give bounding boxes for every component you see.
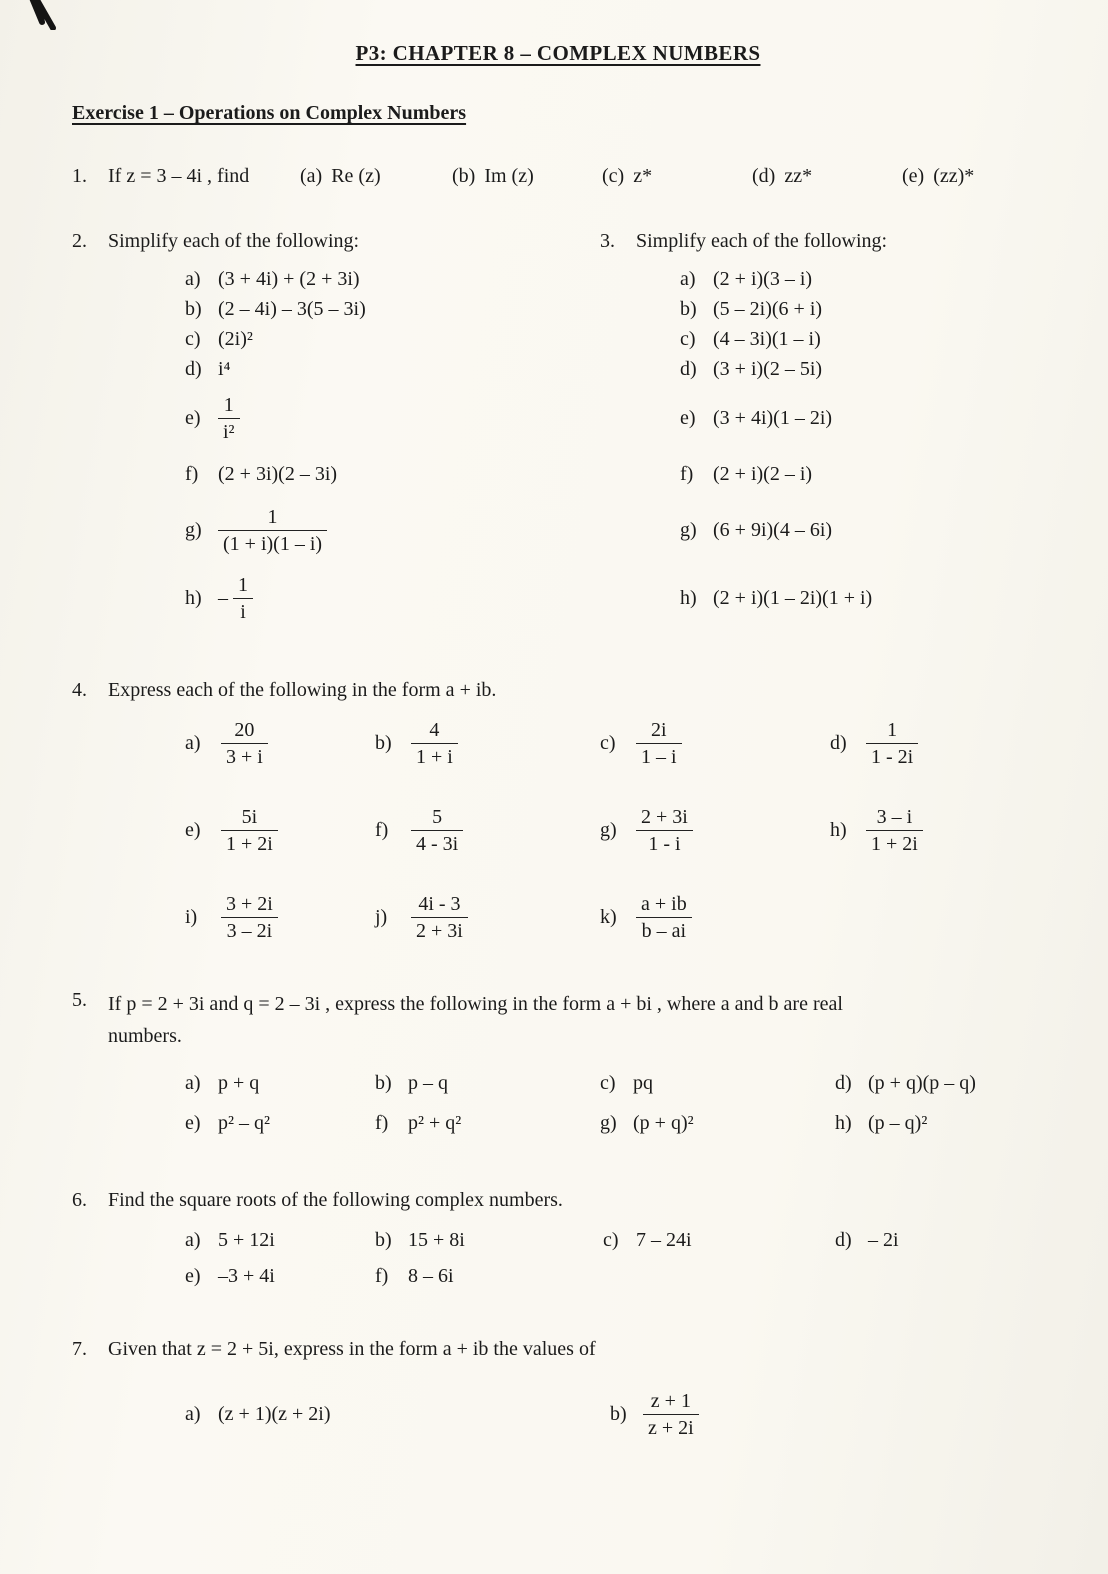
fraction — [866, 719, 918, 768]
item-expression: (p + q)(p – q) — [868, 1071, 976, 1094]
question-1 — [72, 164, 1044, 189]
item-expression: –3 + 4i — [218, 1264, 275, 1287]
q5-item — [375, 1108, 600, 1138]
fraction-numerator: 5 — [411, 806, 463, 831]
question-4-items — [72, 719, 1044, 942]
item-expression: p – q — [408, 1071, 448, 1094]
item-expression: p + q — [218, 1071, 260, 1094]
item-expression: 7 – 24i — [636, 1228, 692, 1251]
item-label: a) — [680, 267, 696, 290]
item-label: d) — [830, 732, 847, 754]
item-expression: – 2i — [868, 1228, 899, 1251]
q6-item — [185, 1261, 375, 1291]
q2-item — [72, 354, 600, 384]
fraction-item — [600, 719, 830, 768]
fraction-denominator: 4 - 3i — [416, 833, 459, 855]
item-label: d) — [185, 357, 202, 380]
fraction-numerator: 4 — [411, 719, 458, 744]
question-2-stem — [72, 229, 600, 254]
q7-item — [185, 1399, 610, 1429]
question-part — [752, 164, 902, 189]
question-7-items — [72, 1380, 1044, 1448]
q2-item — [72, 264, 600, 294]
item-expression: (4 – 3i)(1 – i) — [713, 327, 821, 350]
exercise-heading: Exercise 1 – Operations on Complex Numbers — [72, 102, 467, 124]
question-7-stem — [72, 1337, 1044, 1362]
q5-item — [600, 1068, 835, 1098]
item-label: f) — [185, 462, 199, 485]
fraction-numerator: a + ib — [636, 893, 692, 918]
part-expression: (zz)* — [933, 165, 975, 187]
item-expression: (z + 1)(z + 2i) — [218, 1402, 331, 1425]
fraction-numerator: 4i - 3 — [411, 893, 468, 918]
question-6-items — [72, 1225, 1044, 1291]
item-label: e) — [680, 406, 696, 429]
fraction-numerator: 20 — [221, 719, 268, 744]
item-label: a) — [185, 732, 201, 754]
part-label: (d) — [752, 165, 776, 187]
part-label: (a) — [300, 165, 323, 187]
question-part — [902, 164, 1044, 189]
question-4-stem — [72, 678, 1044, 703]
fraction — [411, 806, 463, 855]
question-number: 4. — [72, 679, 87, 701]
question-5-items — [72, 1068, 1044, 1138]
q5-item — [185, 1108, 375, 1138]
q5-item — [835, 1068, 1044, 1098]
fraction-numerator: z + 1 — [643, 1390, 699, 1415]
question-number: 2. — [72, 230, 87, 252]
item-expression: p² + q² — [408, 1111, 462, 1134]
fraction-numerator: 1 — [233, 574, 253, 599]
part-label: (b) — [452, 165, 476, 187]
q3-item — [600, 324, 1044, 354]
fraction-item — [830, 719, 1044, 768]
item-expression: (2i)² — [218, 327, 253, 350]
fraction-denominator: 1 - 2i — [871, 746, 914, 768]
fraction-denominator: 2 + 3i — [416, 920, 463, 942]
fraction — [221, 719, 268, 768]
question-stem: Express each of the following in the form a + ib. — [108, 679, 497, 701]
item-label: g) — [680, 518, 697, 541]
q2-item — [72, 564, 600, 632]
q7-item — [610, 1380, 1044, 1448]
item-label: e) — [185, 406, 201, 429]
fraction — [866, 806, 923, 855]
question-number: 3. — [600, 230, 615, 252]
question-6 — [72, 1188, 1044, 1291]
fraction — [636, 893, 692, 942]
fraction-denominator: 1 - i — [648, 833, 681, 855]
item-label: i) — [185, 906, 198, 928]
fraction-denominator: 3 + i — [226, 746, 263, 768]
q2-item — [72, 384, 600, 452]
q2-item — [72, 324, 600, 354]
item-label: k) — [600, 906, 617, 928]
item-label: h) — [680, 586, 697, 609]
item-label: d) — [835, 1228, 852, 1251]
stem-line: numbers. — [108, 1025, 182, 1047]
q3-item — [600, 354, 1044, 384]
fraction-denominator: 1 + 2i — [226, 833, 273, 855]
fraction-numerator: 5i — [221, 806, 278, 831]
q6-item — [185, 1225, 375, 1255]
fraction-denominator: b – ai — [641, 920, 687, 942]
fraction-item — [185, 719, 375, 768]
fraction — [636, 719, 682, 768]
question-number: 5. — [72, 989, 87, 1011]
item-expression: (3 + i)(2 – 5i) — [713, 357, 823, 380]
question-6-stem — [72, 1188, 1044, 1213]
item-expression: (2 + 3i)(2 – 3i) — [218, 462, 338, 485]
fraction-item — [375, 719, 600, 768]
item-label: d) — [835, 1071, 852, 1094]
fraction-item — [830, 806, 1044, 855]
questions-2-3 — [72, 229, 1044, 632]
q3-item — [600, 294, 1044, 324]
item-expression: (3 + 4i) + (2 + 3i) — [218, 267, 360, 290]
q5-item — [185, 1068, 375, 1098]
fraction — [221, 806, 278, 855]
item-label: c) — [600, 1071, 616, 1094]
part-label: (e) — [902, 165, 925, 187]
question-number: 1. — [72, 165, 87, 187]
item-expression: (5 – 2i)(6 + i) — [713, 297, 823, 320]
question-3-stem — [600, 229, 1044, 254]
item-label: h) — [185, 586, 202, 609]
item-expression: (3 + 4i)(1 – 2i) — [713, 406, 833, 429]
part-expression: Re (z) — [331, 165, 381, 187]
question-number: 6. — [72, 1189, 87, 1211]
item-label: h) — [835, 1111, 852, 1134]
q6-item — [603, 1225, 835, 1255]
fraction — [411, 893, 468, 942]
fraction-denominator: 3 – 2i — [226, 920, 273, 942]
question-stem: Simplify each of the following: — [108, 230, 360, 252]
fraction-denominator: 1 + 2i — [871, 833, 918, 855]
item-expression: p² – q² — [218, 1111, 270, 1134]
item-expression: (p – q)² — [868, 1111, 928, 1134]
question-5-stem — [72, 988, 1044, 1052]
item-expression: (p + q)² — [633, 1111, 694, 1134]
q5-item — [600, 1108, 835, 1138]
item-expression: (2 + i)(3 – i) — [713, 267, 813, 290]
question-part — [602, 164, 752, 189]
item-label: d) — [680, 357, 697, 380]
fraction — [411, 719, 458, 768]
fraction — [218, 506, 327, 555]
item-label: a) — [185, 1402, 201, 1425]
fraction — [233, 574, 253, 623]
item-label: f) — [375, 819, 389, 841]
item-label: b) — [610, 1402, 627, 1425]
item-label: f) — [375, 1111, 389, 1134]
q6-item — [835, 1225, 1044, 1255]
fraction-denominator: i² — [223, 420, 235, 443]
ink-mark — [20, 0, 64, 30]
item-label: c) — [603, 1228, 619, 1251]
item-label: e) — [185, 1111, 201, 1134]
fraction-numerator: 3 – i — [866, 806, 923, 831]
item-label: j) — [375, 906, 388, 928]
q5-item — [835, 1108, 1044, 1138]
item-expression: 8 – 6i — [408, 1264, 454, 1287]
q5-item — [375, 1068, 600, 1098]
part-label: (c) — [602, 165, 625, 187]
fraction — [643, 1390, 699, 1439]
fraction-item — [600, 806, 830, 855]
item-label: g) — [600, 819, 617, 841]
item-label: e) — [185, 1264, 201, 1287]
q3-item — [600, 564, 1044, 632]
question-stem: Find the square roots of the following complex numbers. — [108, 1189, 563, 1211]
q3-item — [600, 452, 1044, 496]
item-label: f) — [680, 462, 694, 485]
page-title: P3: CHAPTER 8 – COMPLEX NUMBERS — [355, 41, 761, 65]
exercise-heading-row — [72, 101, 1044, 126]
item-label: c) — [185, 327, 201, 350]
fraction-item — [185, 806, 375, 855]
item-label: e) — [185, 819, 201, 841]
header — [72, 40, 1044, 67]
item-expression: 5 + 12i — [218, 1228, 275, 1251]
item-expression: (6 + 9i)(4 – 6i) — [713, 518, 833, 541]
fraction-item — [185, 893, 375, 942]
item-label: h) — [830, 819, 847, 841]
item-label: f) — [375, 1264, 389, 1287]
q3-item — [600, 496, 1044, 564]
item-label: b) — [375, 732, 392, 754]
q3-item — [600, 264, 1044, 294]
fraction-numerator: 3 + 2i — [221, 893, 278, 918]
q6-item — [375, 1261, 603, 1291]
item-expression: 15 + 8i — [408, 1228, 465, 1251]
stem-line: If p = 2 + 3i and q = 2 – 3i , express the following in the form a + bi , where a and b are real — [108, 993, 843, 1015]
question-4 — [72, 678, 1044, 942]
fraction — [636, 806, 693, 855]
part-expression: z* — [633, 165, 653, 187]
item-label: b) — [375, 1228, 392, 1251]
item-label: g) — [600, 1111, 617, 1134]
fraction-numerator: 1 — [866, 719, 918, 744]
item-expression: (2 – 4i) – 3(5 – 3i) — [218, 297, 366, 320]
question-stem: Given that z = 2 + 5i, express in the form a + ib the values of — [108, 1338, 596, 1360]
fraction-denominator: z + 2i — [648, 1416, 694, 1439]
question-7 — [72, 1337, 1044, 1448]
fraction — [218, 394, 240, 443]
item-label: c) — [600, 732, 616, 754]
fraction-item — [375, 893, 600, 942]
question-5 — [72, 988, 1044, 1138]
question-part — [452, 164, 602, 189]
item-expression: (2 + i)(1 – 2i)(1 + i) — [713, 586, 873, 609]
fraction-numerator: 1 — [218, 394, 240, 419]
fraction-numerator: 2i — [636, 719, 682, 744]
fraction-denominator: 1 – i — [641, 746, 677, 768]
item-expression: (2 + i)(2 – i) — [713, 462, 813, 485]
item-label: a) — [185, 267, 201, 290]
fraction-denominator: (1 + i)(1 – i) — [223, 532, 323, 555]
minus-sign: – — [218, 586, 228, 609]
item-label: a) — [185, 1071, 201, 1094]
fraction-denominator: i — [240, 600, 246, 623]
item-label: c) — [680, 327, 696, 350]
fraction-item — [375, 806, 600, 855]
fraction-numerator: 1 — [218, 506, 327, 531]
fraction — [221, 893, 278, 942]
q3-item — [600, 384, 1044, 452]
question-part — [300, 164, 452, 189]
item-label: a) — [185, 1228, 201, 1251]
item-label: b) — [680, 297, 697, 320]
item-label: b) — [185, 297, 202, 320]
question-number: 7. — [72, 1338, 87, 1360]
question-stem: If z = 3 – 4i , find — [108, 165, 250, 187]
q2-item — [72, 294, 600, 324]
question-stem: Simplify each of the following: — [636, 230, 888, 252]
question-stem — [108, 988, 843, 1052]
q2-item — [72, 496, 600, 564]
q6-item — [375, 1225, 603, 1255]
fraction-item — [600, 893, 830, 942]
item-expression: pq — [633, 1071, 653, 1094]
fraction-numerator: 2 + 3i — [636, 806, 693, 831]
q2-item — [72, 452, 600, 496]
item-label: b) — [375, 1071, 392, 1094]
item-label: g) — [185, 518, 202, 541]
part-expression: zz* — [784, 165, 813, 187]
item-expression: i⁴ — [218, 357, 231, 380]
part-expression: Im (z) — [484, 165, 534, 187]
fraction-denominator: 1 + i — [416, 746, 453, 768]
